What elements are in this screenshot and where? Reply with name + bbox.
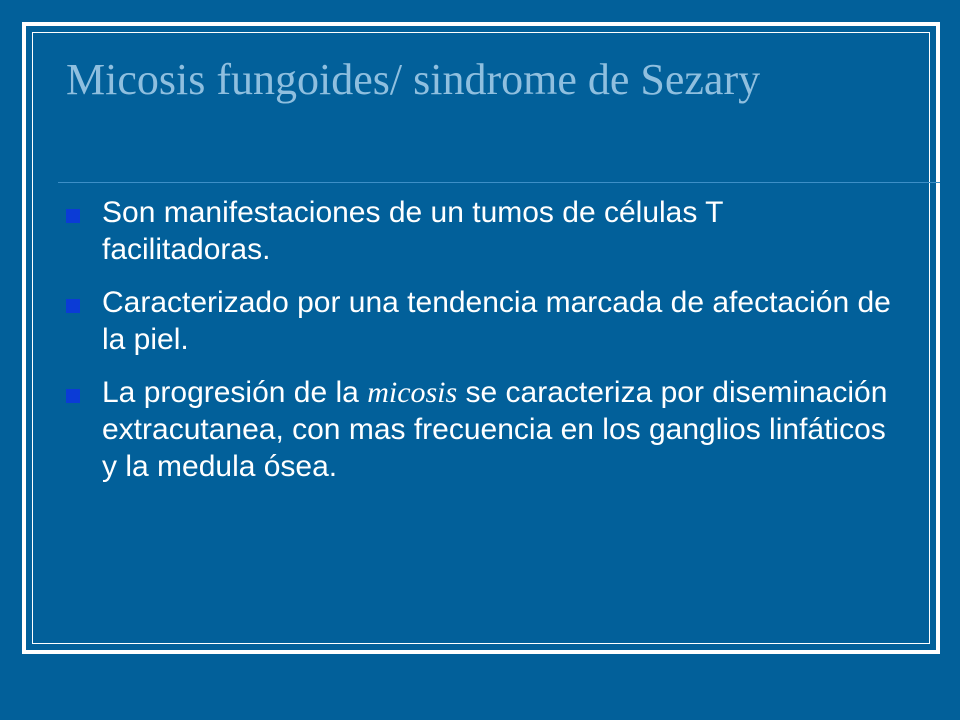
bullet-text-start: La progresión de la bbox=[102, 376, 368, 409]
bullet-item bbox=[64, 194, 894, 268]
square-bullet-icon bbox=[66, 299, 80, 313]
bullet-text-end: se caracteriza por diseminación extracutanea, con mas frecuencia en los ganglios linfáticos y la medula ósea. bbox=[102, 376, 888, 483]
square-bullet-icon bbox=[66, 209, 80, 223]
square-bullet-icon bbox=[66, 389, 80, 403]
title-divider bbox=[58, 182, 940, 183]
bullet-item bbox=[64, 374, 894, 485]
slide-title: Micosis fungoides/ sindrome de Sezary bbox=[66, 55, 761, 104]
bullet-text: Caracterizado por una tendencia marcada de afectación de la piel. bbox=[102, 286, 891, 356]
bullet-text-italic: micosis bbox=[367, 376, 458, 409]
bullet-item bbox=[64, 284, 894, 358]
bullet-text: Son manifestaciones de un tumos de células T facilitadoras. bbox=[102, 196, 723, 266]
bullet-list bbox=[64, 194, 894, 501]
